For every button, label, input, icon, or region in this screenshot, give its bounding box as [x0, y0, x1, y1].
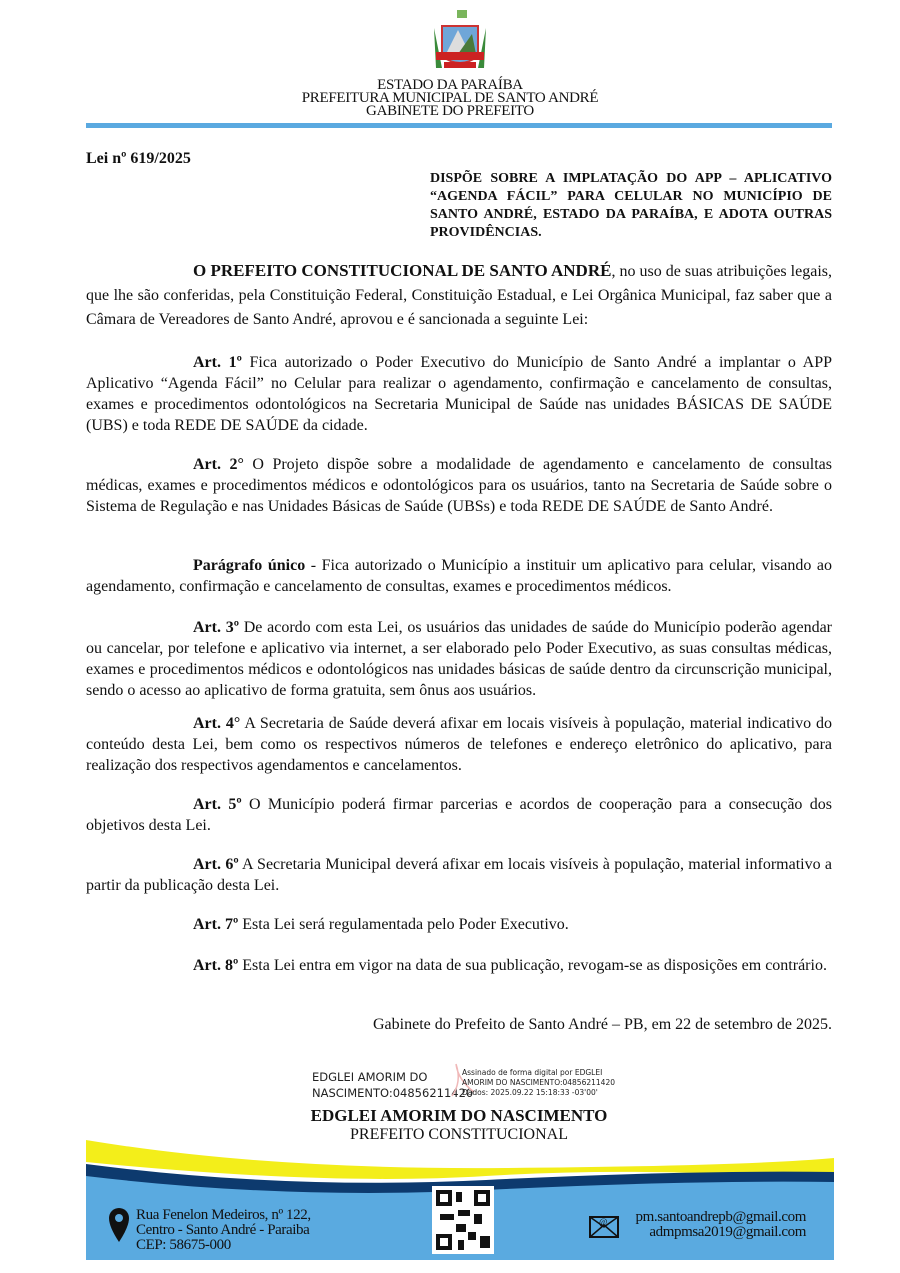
article-label: Art. 7º [193, 916, 239, 933]
header-state: ESTADO DA PARAÍBA [377, 77, 523, 93]
location-pin-icon [108, 1207, 130, 1243]
article-7 [86, 914, 832, 935]
article-label: Art. 3º [193, 619, 239, 636]
article-text: Esta Lei será regulamentada pelo Poder Executivo. [238, 916, 569, 933]
article-text: De acordo com esta Lei, os usuários das unidades de saúde do Município poderão agendar ou cancelar, por telefone e aplicativo via internet, a ser elaborado pelo Poder Executivo, as suas consultas médicas, exames e procedimentos médicos e odontológicos nas unidades básicas de saúde dentro da circunscrição municipal, sendo o acesso ao aplicativo de forma gratuita, sem ônus aos usuários. [86, 619, 833, 699]
email-icon [589, 1212, 619, 1238]
article-text: O Município poderá firmar parcerias e acordos de cooperação para a consecução dos objetivos desta Lei. [86, 796, 833, 834]
article-text: A Secretaria Municipal deverá afixar em locais visíveis à população, material informativo a partir da publicação desta Lei. [86, 856, 833, 894]
article-label: Art. 4° [193, 715, 241, 732]
preamble-bold: O PREFEITO CONSTITUCIONAL DE SANTO ANDRÉ [193, 261, 612, 280]
article-label: Art. 8º [193, 957, 239, 974]
law-summary: DISPÕE SOBRE A IMPLATAÇÃO DO APP – APLICATIVO “AGENDA FÁCIL” PARA CELULAR NO MUNICÍPIO DE SANTO ANDRÉ, ESTADO DA PARAÍBA, E ADOTA OUTRAS PROVIDÊNCIAS. [430, 171, 832, 240]
header-prefeitura: PREFEITURA MUNICIPAL DE SANTO ANDRÉ [301, 90, 599, 106]
article-label: Art. 2° [193, 456, 244, 473]
article-label: Parágrafo único [193, 557, 306, 574]
municipal-crest-logo [428, 8, 492, 74]
article-label: Art. 5º [193, 796, 242, 813]
digital-signature-info: Assinado de forma digital por EDGLEI AMORIM DO NASCIMENTO:04856211420 Dados: 2025.09.22 15:18:33 -03'00' [462, 1068, 615, 1097]
footer-banner [86, 1140, 834, 1260]
article-3 [86, 617, 832, 701]
qr-code[interactable] [432, 1186, 494, 1254]
paragrafo-unico [86, 555, 832, 597]
article-6 [86, 854, 832, 896]
preamble [86, 259, 832, 332]
article-text: O Projeto dispõe sobre a modalidade de agendamento e cancelamento de consultas médicas, exames e procedimentos médicos e odontológicos para os usuários, tanto na Secretaria de Saúde sobre o Sistema de Regulação e nas Unidades Básicas de Saúde (UBSs) e toda REDE DE SAÚDE de Santo André. [86, 456, 832, 515]
article-text: - Fica autorizado o Município a instituir um aplicativo para celular, visando ao agendamento, confirmação e cancelamento de consultas, exames e procedimentos médicos. [86, 557, 833, 595]
preamble-text: , no uso de suas atribuições legais, que lhe são conferidas, pela Constituição Federal, Constituição Estadual, e Lei Orgânica Municipal, faz saber que a Câmara de Vereadores de Santo André, aprovou e é sancionada a seguinte Lei: [86, 263, 832, 328]
svg-text:@: @ [599, 1217, 608, 1227]
header-divider [86, 123, 832, 128]
footer-emails: pm.santoandrepb@gmail.com admpmsa2019@gmail.com [635, 1209, 806, 1240]
footer-address: Rua Fenelon Medeiros, nº 122, Centro - Santo André - Paraiba CEP: 58675-000 [136, 1207, 311, 1253]
article-2 [86, 454, 832, 517]
article-label: Art. 1º [193, 354, 242, 371]
signer-cert-name: EDGLEI AMORIM DO NASCIMENTO:04856211420 [312, 1070, 474, 1100]
article-label: Art. 6º [193, 856, 239, 873]
signer-title: PREFEITO CONSTITUCIONAL [350, 1126, 568, 1143]
article-5 [86, 794, 832, 836]
article-text: A Secretaria de Saúde deverá afixar em locais visíveis à população, material indicativo do conteúdo desta Lei, bem como os respectivos números de telefones e endereço eletrônico do aplicativo, para realização dos respectivos agendamentos e cancelamentos. [86, 715, 833, 774]
place-date: Gabinete do Prefeito de Santo André – PB, em 22 de setembro de 2025. [372, 1016, 832, 1033]
signer-name: EDGLEI AMORIM DO NASCIMENTO [310, 1106, 608, 1125]
article-text: Esta Lei entra em vigor na data de sua publicação, revogam-se as disposições em contrário. [238, 957, 827, 974]
header-gabinete: GABINETE DO PREFEITO [366, 103, 534, 119]
law-number: Lei nº 619/2025 [86, 150, 191, 167]
article-1 [86, 352, 832, 436]
article-8 [86, 955, 832, 976]
article-text: Fica autorizado o Poder Executivo do Município de Santo André a implantar o APP Aplicativo “Agenda Fácil” no Celular para realizar o agendamento, confirmação e cancelamento de consultas, exames e procedimentos odontológicos na Secretaria Municipal de Saúde nas unidades BÁSICAS DE SAÚDE (UBS) e toda REDE DE SAÚDE da cidade. [86, 354, 832, 434]
article-4 [86, 713, 832, 776]
